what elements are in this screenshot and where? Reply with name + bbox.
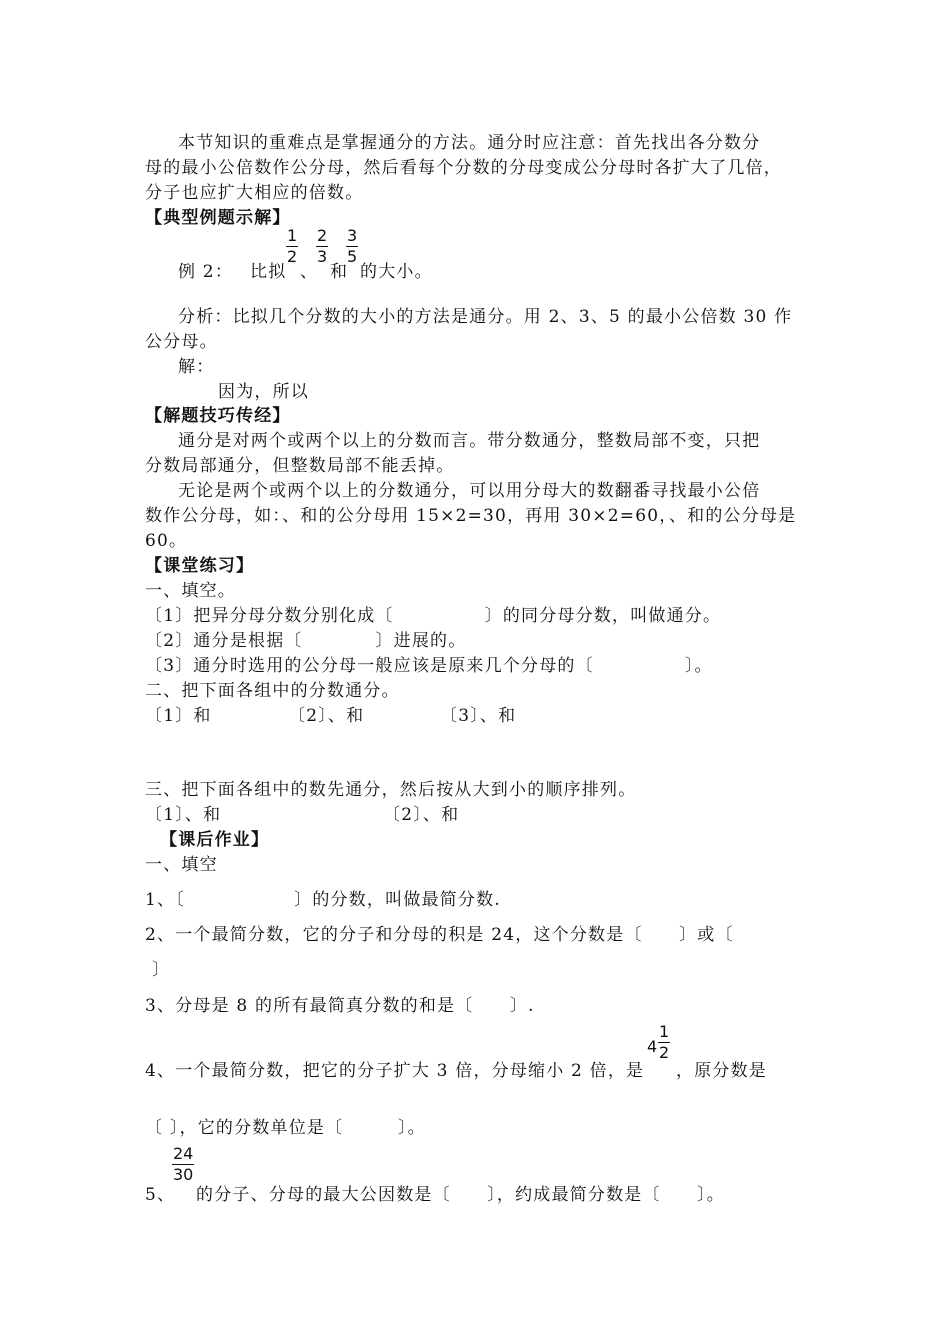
fraction-numerator: 2 (317, 226, 328, 245)
tips-heading: 【解题技巧传经】 (145, 406, 291, 426)
practice-order-2: 〔2〕、和 (383, 805, 460, 825)
practice-section-3: 三、把下面各组中的数先通分，然后按从大到小的顺序排列。 (145, 780, 637, 800)
homework-question-1: 1、〔 〕的分数，叫做最简分数. (145, 890, 501, 910)
fraction-denominator: 3 (317, 247, 328, 266)
intro-line-2: 母的最小公倍数作公分母，然后看每个分数的分母变成公分母时各扩大了几倍， (145, 158, 782, 178)
fraction-numerator: 3 (347, 226, 358, 245)
intro-line-3: 分子也应扩大相应的倍数。 (145, 183, 364, 203)
homework-question-4-tail: ，原分数是 (676, 1061, 767, 1081)
homework-question-2-end: 〕 (152, 960, 171, 980)
analysis-line-2: 公分母。 (145, 332, 218, 352)
fraction-3-5 (346, 228, 358, 265)
homework-heading: 【课后作业】 (160, 830, 270, 850)
mixed-number-whole: 4 (647, 1037, 658, 1056)
fraction-denominator: 5 (347, 247, 358, 266)
tips-line-3: 无论是两个或两个以上的分数通分，可以用分母大的数翻番寻找最小公倍 (178, 481, 761, 501)
practice-question-3: 〔3〕通分时选用的公分母一般应该是原来几个分母的〔 〕。 (145, 656, 713, 676)
tips-line-1: 通分是对两个或两个以上的分数而言。带分数通分，整数局部不变，只把 (178, 431, 761, 451)
fraction-2-3 (316, 228, 328, 265)
practice-group-2: 〔2〕、和 (288, 706, 365, 726)
mixed-number-fraction (658, 1024, 670, 1061)
homework-question-3: 3、分母是 8 的所有最简真分数的和是〔 〕. (145, 996, 535, 1016)
fraction-numerator: 1 (659, 1022, 670, 1041)
homework-section-1: 一、填空 (145, 855, 218, 875)
homework-question-2: 2、一个最简分数，它的分子和分母的积是 24，这个分数是〔 〕或〔 (145, 925, 734, 945)
because-line: 因为，所以 (218, 382, 309, 402)
homework-question-5-number: 5、 (145, 1185, 176, 1205)
tips-line-5: 60。 (145, 531, 188, 551)
example-heading: 【典型例题示解】 (145, 208, 291, 228)
practice-order-1: 〔1〕、和 (145, 805, 222, 825)
fraction-denominator: 2 (287, 247, 298, 266)
example-suffix: 的大小。 (360, 262, 433, 282)
homework-question-4: 4、一个最简分数，把它的分子扩大 3 倍，分母缩小 2 倍，是 (145, 1061, 645, 1081)
analysis-line-1: 分析：比拟几个分数的大小的方法是通分。用 2、3、5 的最小公倍数 30 作 (178, 307, 793, 327)
example-separator-1: 、 (300, 262, 319, 282)
fraction-numerator: 1 (287, 226, 298, 245)
example-separator-2: 和 (330, 262, 349, 282)
homework-question-4-answer: 〔 〕，它的分数单位是〔 〕。 (145, 1118, 426, 1138)
tips-line-2: 分数局部通分，但整数局部不能丢掉。 (145, 456, 455, 476)
practice-heading: 【课堂练习】 (145, 556, 255, 576)
practice-section-1: 一、填空。 (145, 581, 236, 601)
fraction-denominator: 30 (173, 1165, 194, 1184)
practice-group-1: 〔1〕和 (145, 706, 212, 726)
practice-question-1: 〔1〕把异分母分数分别化成〔 〕的同分母分数，叫做通分。 (145, 606, 722, 626)
fraction-24-30 (172, 1146, 194, 1183)
fraction-numerator: 24 (173, 1144, 194, 1163)
homework-question-5: 的分子、分母的最大公因数是〔 〕，约成最简分数是〔 〕。 (196, 1185, 725, 1205)
tips-line-4: 数作公分母，如：、和的公分母用 15×2=30，再用 30×2=60，、和的公分母是 (145, 506, 797, 526)
practice-section-2: 二、把下面各组中的分数通分。 (145, 681, 400, 701)
practice-group-3: 〔3〕、和 (440, 706, 517, 726)
example-prefix: 比拟 (250, 262, 287, 282)
fraction-denominator: 2 (659, 1043, 670, 1062)
intro-line-1: 本节知识的重难点是掌握通分的方法。通分时应注意：首先找出各分数分 (178, 133, 761, 153)
solution-label: 解： (178, 357, 215, 377)
practice-question-2: 〔2〕通分是根据〔 〕进展的。 (145, 631, 467, 651)
example-label: 例 2： (178, 262, 234, 282)
fraction-1-2 (286, 228, 298, 265)
